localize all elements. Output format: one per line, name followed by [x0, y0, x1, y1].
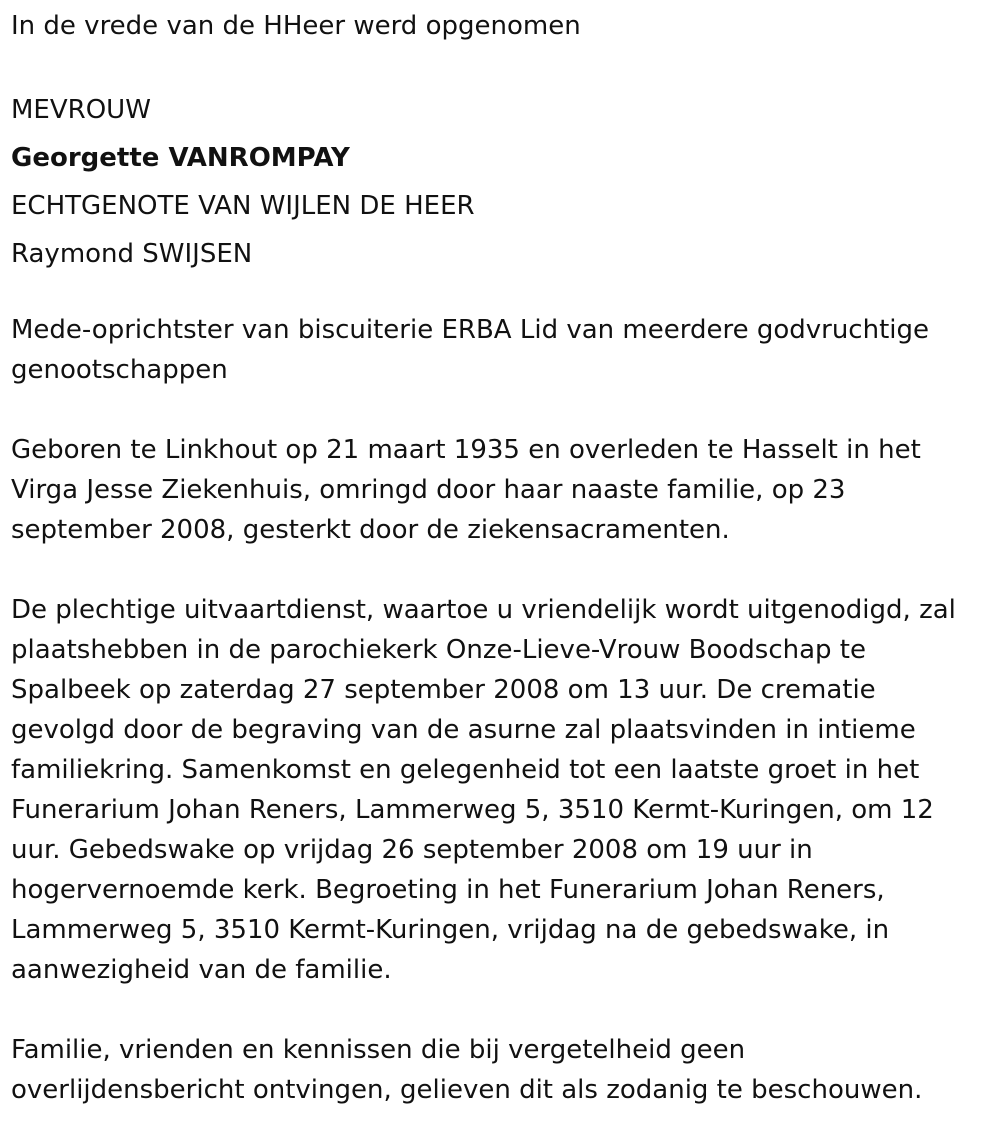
- paragraph-line: uur. Gebedswake op vrijdag 26 september 2008 om 19 uur in: [11, 835, 813, 865]
- paragraph-line: De plechtige uitvaartdienst, waartoe u vriendelijk wordt uitgenodigd, zal: [11, 595, 956, 625]
- paragraph-line: gevolgd door de begraving van de asurne zal plaatsvinden in intieme: [11, 715, 916, 745]
- deceased-name: Georgette VANROMPAY: [11, 143, 350, 173]
- family-paragraph: [11, 1030, 991, 1110]
- paragraph-line: genootschappen: [11, 355, 228, 385]
- paragraph-line: Spalbeek op zaterdag 27 september 2008 om 13 uur. De crematie: [11, 675, 876, 705]
- paragraph-line: Lammerweg 5, 3510 Kermt-Kuringen, vrijdag na de gebedswake, in: [11, 915, 890, 945]
- paragraph-line: Mede-oprichtster van biscuiterie ERBA Lid van meerdere godvruchtige: [11, 315, 929, 345]
- intro-line: In de vrede van de HHeer werd opgenomen: [11, 11, 581, 41]
- paragraph-line: aanwezigheid van de familie.: [11, 955, 392, 985]
- paragraph-line: september 2008, gesterkt door de ziekensacramenten.: [11, 515, 730, 545]
- name-block: [11, 86, 475, 278]
- paragraph-line: overlijdensbericht ontvingen, gelieven dit als zodanig te beschouwen.: [11, 1075, 923, 1105]
- founder-paragraph: [11, 310, 991, 390]
- relation-line: ECHTGENOTE VAN WIJLEN DE HEER: [11, 191, 475, 221]
- paragraph-line: familiekring. Samenkomst en gelegenheid tot een laatste groet in het: [11, 755, 920, 785]
- paragraph-line: Geboren te Linkhout op 21 maart 1935 en overleden te Hasselt in het: [11, 435, 921, 465]
- paragraph-line: hogervernoemde kerk. Begroeting in het Funerarium Johan Reners,: [11, 875, 885, 905]
- paragraph-line: Funerarium Johan Reners, Lammerweg 5, 3510 Kermt-Kuringen, om 12: [11, 795, 934, 825]
- funeral-paragraph: [11, 590, 991, 990]
- spouse-name: Raymond SWIJSEN: [11, 239, 253, 269]
- title-line: MEVROUW: [11, 95, 151, 125]
- paragraph-line: Familie, vrienden en kennissen die bij vergetelheid geen: [11, 1035, 746, 1065]
- paragraph-line: plaatshebben in de parochiekerk Onze-Lieve-Vrouw Boodschap te: [11, 635, 866, 665]
- birth-paragraph: [11, 430, 991, 550]
- paragraph-line: Virga Jesse Ziekenhuis, omringd door haar naaste familie, op 23: [11, 475, 846, 505]
